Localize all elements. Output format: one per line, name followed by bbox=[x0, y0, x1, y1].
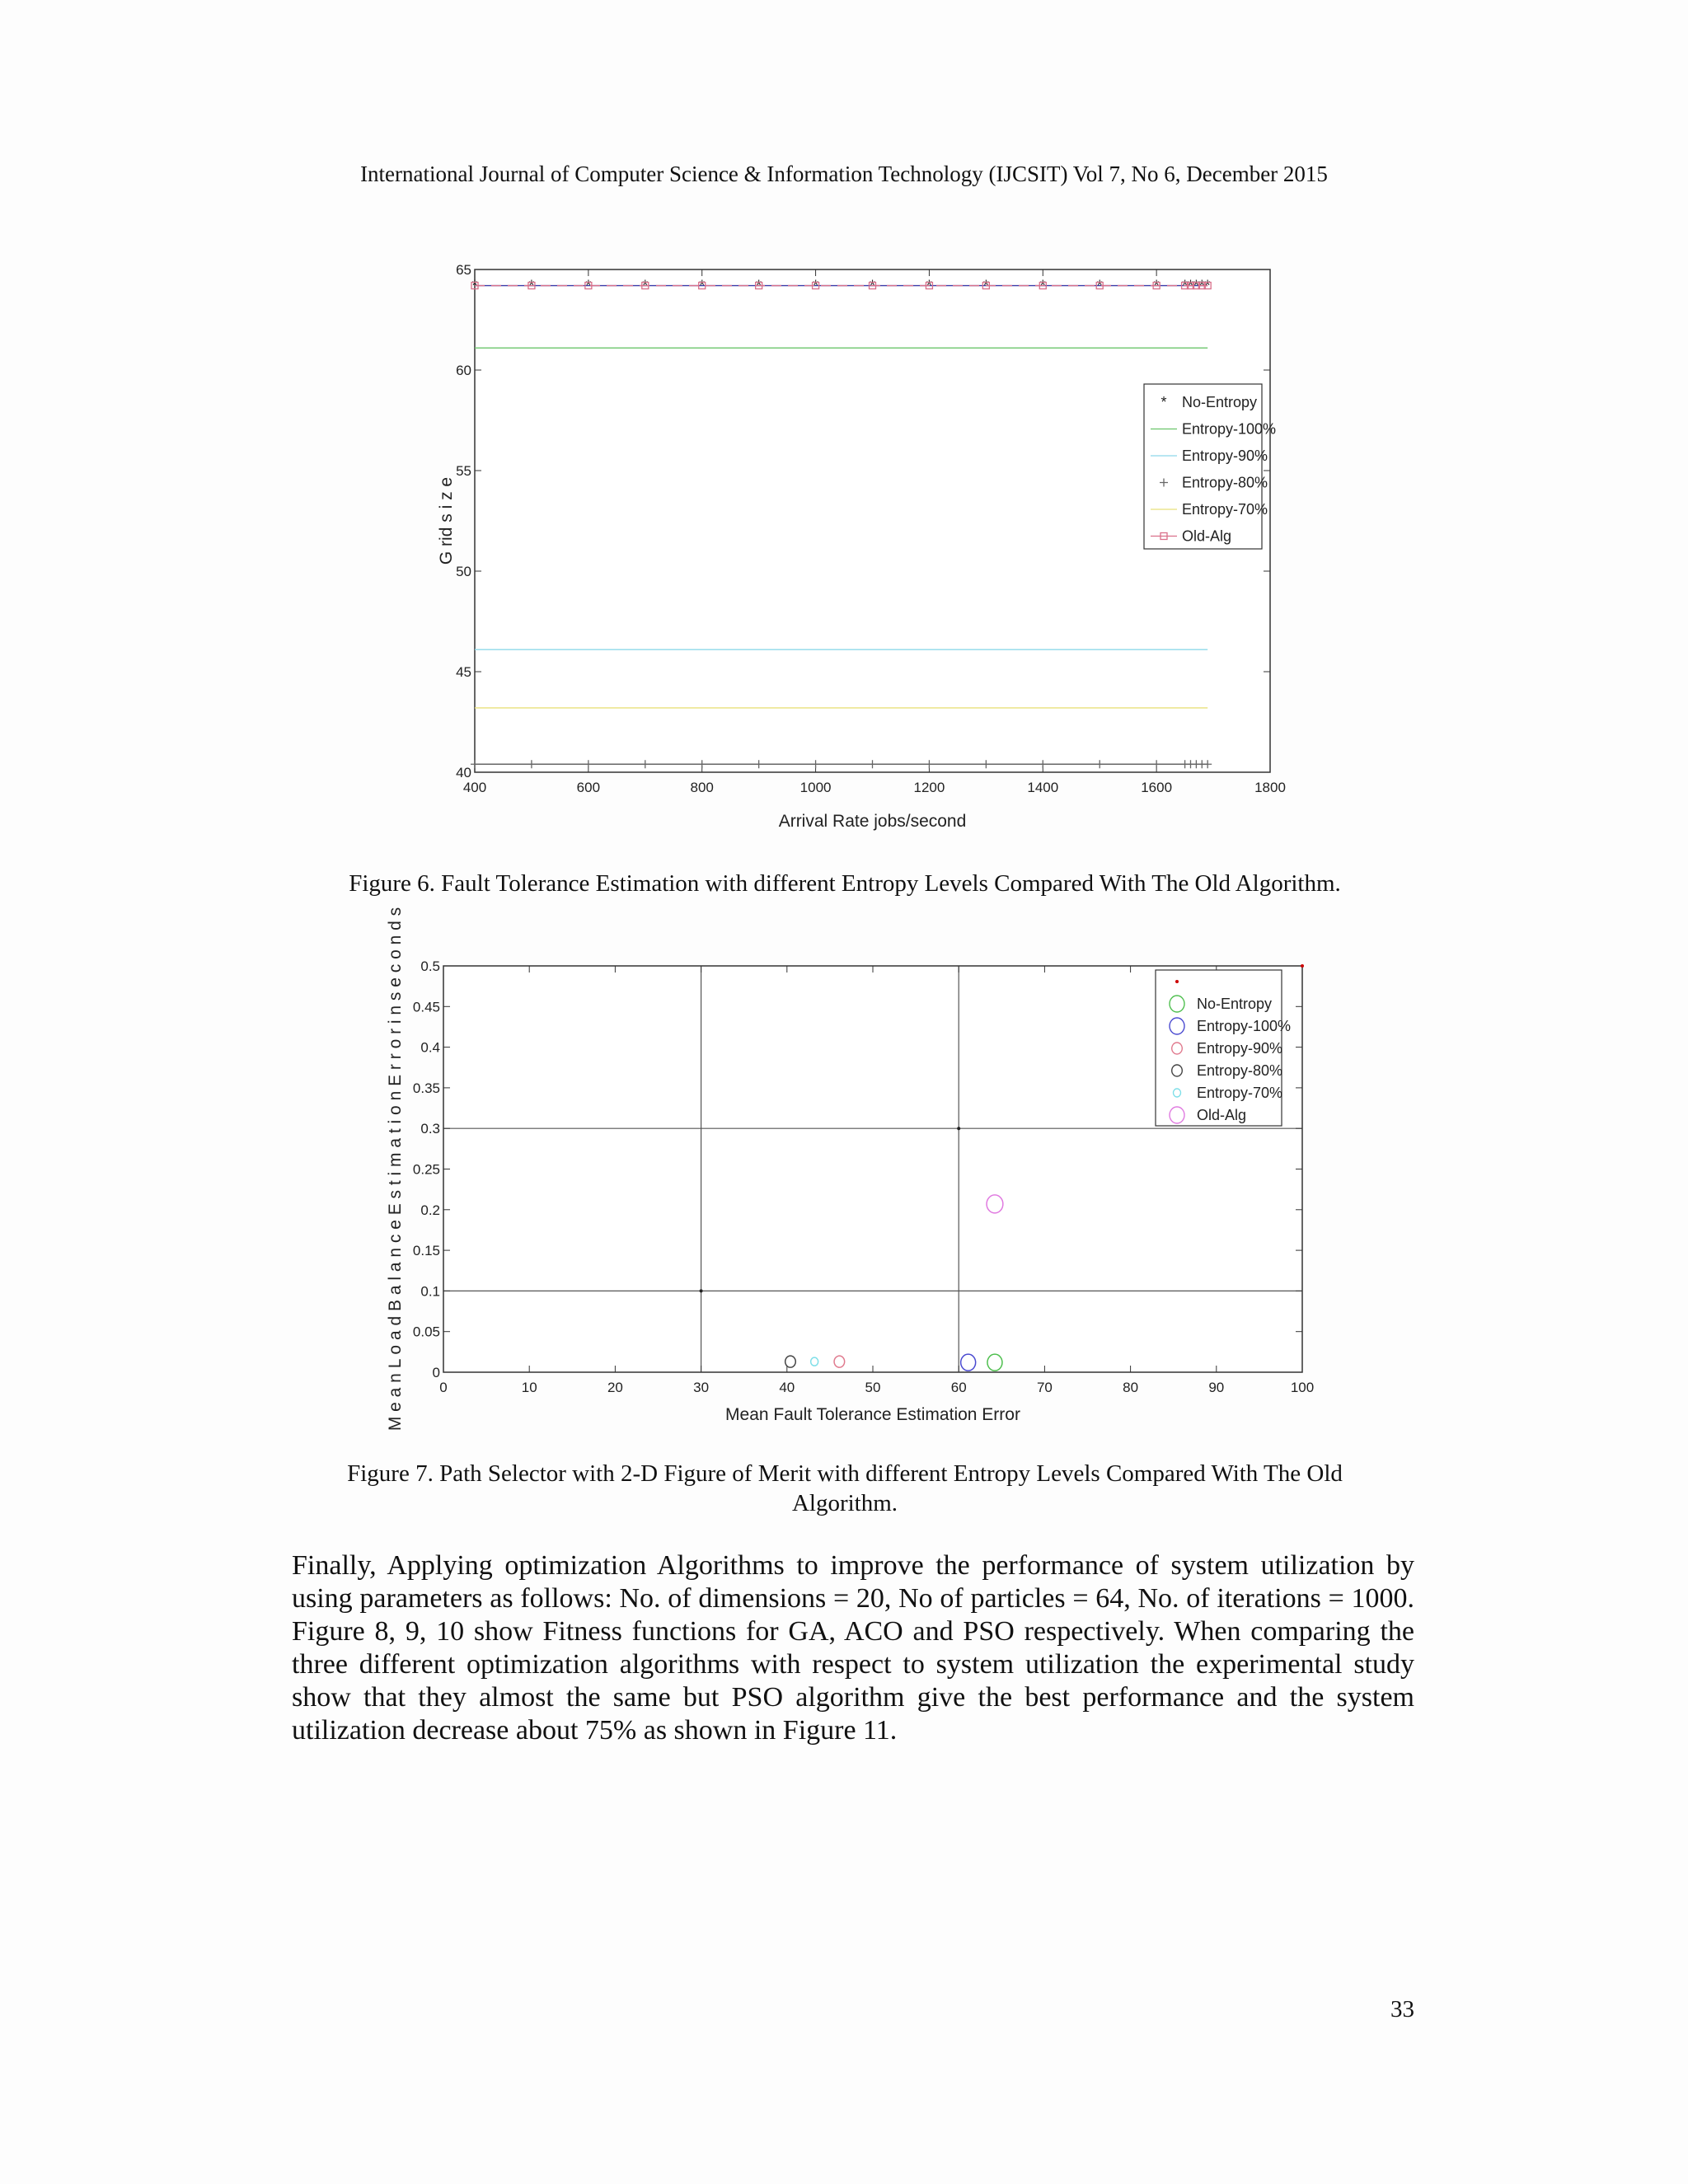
y-axis-label: M e a n L o a d B a l a n c e E s t i m a t i o n E r r o r i n s e c o n d s bbox=[386, 907, 405, 1432]
series-point-0: * bbox=[699, 277, 706, 294]
y-tick-label: 0.1 bbox=[420, 1283, 440, 1300]
x-tick-label: 60 bbox=[950, 1380, 967, 1395]
y-tick-label: 0.15 bbox=[412, 1243, 440, 1259]
figure-7-caption bbox=[288, 1459, 1401, 1518]
legend-label: No-Entropy bbox=[1182, 394, 1258, 410]
x-tick-label: 1800 bbox=[1254, 780, 1286, 795]
x-tick-label: 20 bbox=[607, 1380, 623, 1395]
figure-7-caption-line-2: Algorithm. bbox=[791, 1490, 898, 1516]
series-point-0: * bbox=[585, 277, 592, 294]
legend-label: Entropy-70% bbox=[1197, 1085, 1283, 1101]
x-tick-label: 40 bbox=[779, 1380, 795, 1395]
y-tick-label: 0.3 bbox=[420, 1121, 440, 1137]
series-point-0: * bbox=[869, 277, 876, 294]
scatter-point-0 bbox=[1301, 964, 1304, 968]
x-tick-label: 600 bbox=[576, 780, 601, 795]
x-tick-label: 1000 bbox=[799, 780, 832, 795]
x-tick-label: 50 bbox=[865, 1380, 881, 1395]
series-point-0: * bbox=[926, 277, 932, 294]
legend-label: No-Entropy bbox=[1197, 996, 1273, 1012]
series-point-0: * bbox=[1039, 277, 1046, 294]
legend-label: Entropy-100% bbox=[1197, 1018, 1292, 1034]
y-tick-label: 65 bbox=[456, 262, 471, 278]
x-tick-label: 30 bbox=[693, 1380, 710, 1395]
legend-label: Entropy-90% bbox=[1197, 1040, 1283, 1057]
series-point-0: * bbox=[471, 277, 478, 294]
legend-label: Entropy-90% bbox=[1182, 448, 1268, 464]
x-tick-label: 90 bbox=[1208, 1380, 1225, 1395]
x-axis-label: Mean Fault Tolerance Estimation Error bbox=[725, 1405, 1020, 1424]
series-point-0: * bbox=[1187, 277, 1194, 294]
x-tick-label: 400 bbox=[462, 780, 487, 795]
legend-label: Old-Alg bbox=[1197, 1107, 1247, 1123]
y-tick-label: 0.05 bbox=[412, 1324, 440, 1340]
figure-6-caption: Figure 6. Fault Tolerance Estimation with different Entropy Levels Compared With The Old Algorithm. bbox=[349, 870, 1341, 897]
series-point-0: * bbox=[813, 277, 819, 294]
x-tick-label: 70 bbox=[1036, 1380, 1053, 1395]
grid-intersection-point bbox=[957, 1127, 960, 1130]
series-point-0: * bbox=[1153, 277, 1160, 294]
y-tick-label: 0.25 bbox=[412, 1161, 440, 1178]
body-paragraph: Finally, Applying optimization Algorithms to improve the performance of system utilization by using parameters as follows: No. of dimensions = 20, No of particles = 64, No. of iterations = 1000. Figure 8, 9, 10 show Fitness functions for GA, ACO and PSO respectively. When comparing the three different optimization algorithms with respect to system utilization the experimental study show that they almost the same but PSO algorithm give the best performance and the system utilization decrease about 75% as shown in Figure 11. bbox=[292, 1550, 1414, 1746]
series-point-0: * bbox=[982, 277, 989, 294]
y-tick-label: 0.4 bbox=[420, 1039, 440, 1056]
x-tick-label: 10 bbox=[521, 1380, 537, 1395]
legend-label: Entropy-70% bbox=[1182, 501, 1268, 518]
legend-marker bbox=[1175, 980, 1179, 983]
x-tick-label: 1200 bbox=[913, 780, 945, 795]
grid-intersection-point bbox=[700, 1289, 703, 1292]
figure-7-caption-line-1: Figure 7. Path Selector with 2-D Figure of Merit with different Entropy Levels Compared With The Old bbox=[347, 1460, 1343, 1487]
legend-marker: * bbox=[1160, 394, 1167, 410]
y-tick-label: 0.5 bbox=[420, 958, 440, 974]
y-tick-label: 50 bbox=[456, 564, 471, 579]
x-tick-label: 1600 bbox=[1141, 780, 1173, 795]
journal-header: International Journal of Computer Science & Information Technology (IJCSIT) Vol 7, No 6, December 2015 bbox=[360, 162, 1328, 186]
legend-label: Entropy-80% bbox=[1197, 1062, 1283, 1079]
x-tick-label: 80 bbox=[1123, 1380, 1139, 1395]
x-tick-label: 800 bbox=[690, 780, 714, 795]
legend-label: Entropy-100% bbox=[1182, 420, 1277, 438]
y-tick-label: 55 bbox=[456, 463, 471, 479]
y-axis-label: G rid s i z e bbox=[437, 476, 456, 565]
legend-label: Entropy-80% bbox=[1182, 474, 1268, 491]
y-tick-label: 60 bbox=[456, 363, 471, 378]
page-number: 33 bbox=[1390, 1996, 1414, 2022]
series-point-0: * bbox=[1198, 277, 1205, 294]
series-point-0: * bbox=[1193, 277, 1199, 294]
x-tick-label: 0 bbox=[439, 1380, 448, 1395]
series-point-0: * bbox=[1182, 277, 1189, 294]
y-tick-label: 45 bbox=[456, 664, 471, 680]
x-tick-label: 100 bbox=[1290, 1380, 1315, 1395]
y-tick-label: 40 bbox=[456, 765, 471, 780]
legend-label: Old-Alg bbox=[1182, 527, 1232, 545]
y-tick-label: 0 bbox=[432, 1365, 440, 1380]
y-tick-label: 0.35 bbox=[412, 1080, 440, 1096]
x-axis-label: Arrival Rate jobs/second bbox=[778, 812, 967, 831]
y-tick-label: 0.45 bbox=[412, 999, 440, 1015]
series-point-0: * bbox=[1204, 277, 1211, 294]
series-point-0: * bbox=[756, 277, 762, 294]
y-tick-label: 0.2 bbox=[420, 1202, 440, 1218]
x-tick-label: 1400 bbox=[1027, 780, 1059, 795]
series-point-0: * bbox=[528, 277, 535, 294]
series-point-0: * bbox=[1096, 277, 1103, 294]
series-point-0: * bbox=[642, 277, 649, 294]
